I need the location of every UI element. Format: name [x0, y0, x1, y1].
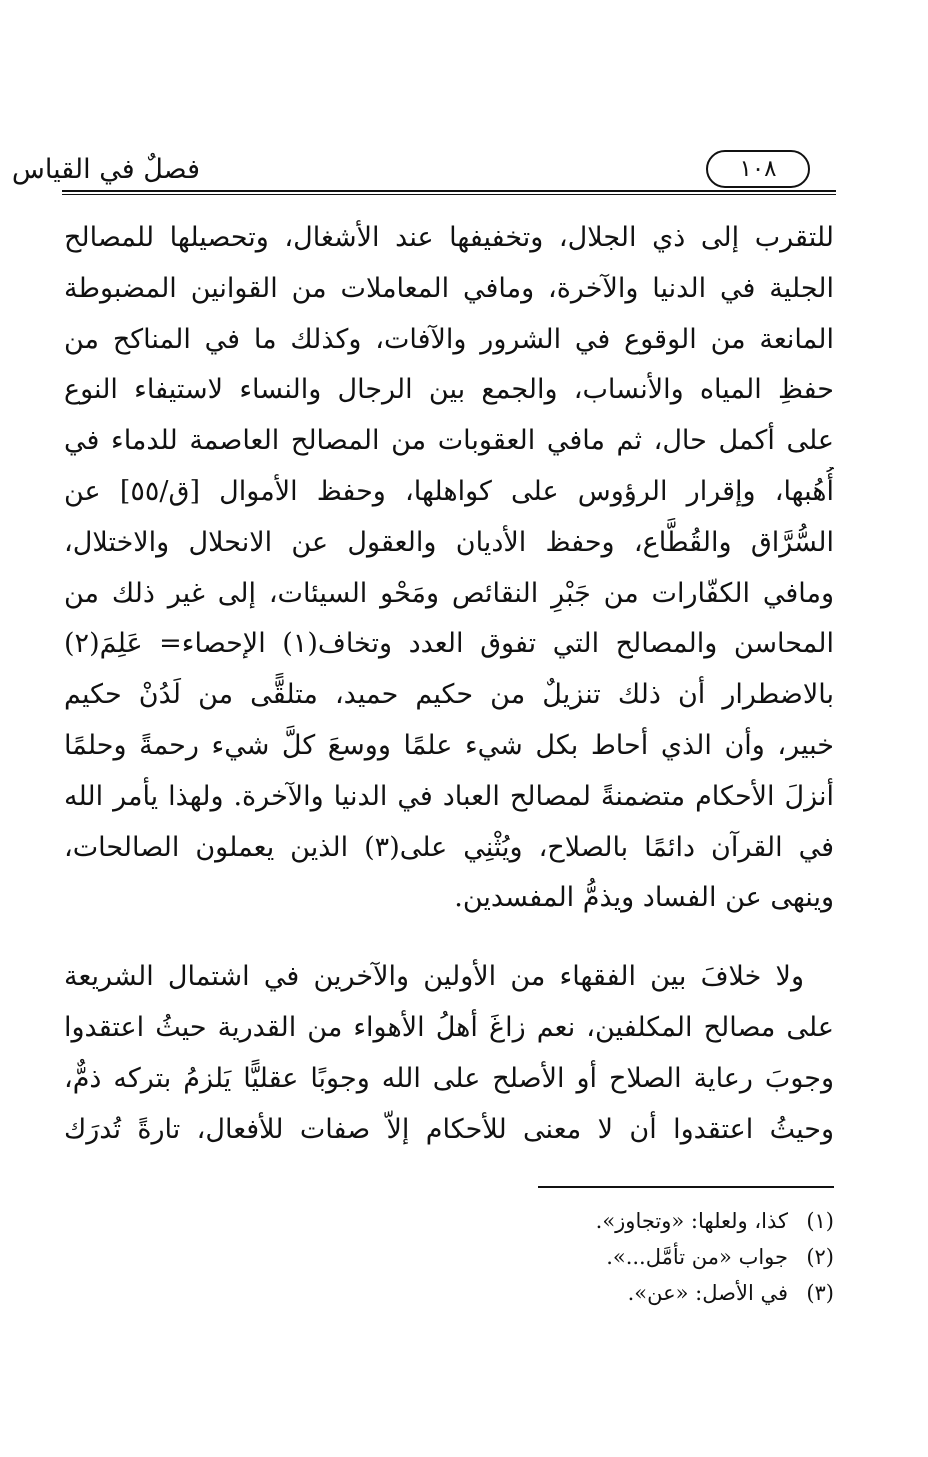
text-line: وحيثُ اعتقدوا أن لا معنى للأحكام إلاّ صفات للأفعال، تارةً تُدرَك	[64, 1113, 834, 1145]
text-line: بالاضطرار أن ذلك تنزيلٌ من حكيم حميد، متلقًّى من لَدُنْ حكيم	[64, 679, 834, 711]
paragraph-gap	[64, 924, 834, 952]
footnote	[474, 1203, 834, 1239]
text-line: وجوبَ رعاية الصلاح أو الأصلح على الله وجوبًا عقليًّا يَلزمُ بتركه ذمٌّ،	[64, 1062, 834, 1094]
footnote	[474, 1239, 834, 1275]
text-line: الجلية في الدنيا والآخرة، ومافي المعاملات من القوانين المضبوطة	[64, 272, 834, 304]
text-line: حفظِ المياه والأنساب، والجمع بين الرجال والنساء لاستيفاء النوع	[64, 374, 834, 406]
paragraph	[64, 213, 834, 924]
text-line: السُّرَّاق والقُطَّاع، وحفظ الأديان والعقول عن الانحلال والاختلال،	[64, 526, 834, 558]
text-line: خبير، وأن الذي أحاط بكل شيء علمًا ووسعَ كلَّ شيء رحمةً وحلمًا	[64, 729, 834, 761]
running-title: فصلٌ في القياس	[11, 154, 200, 185]
page-number: ١٠٨	[706, 150, 810, 188]
text-line: على أكمل حال، ثم مافي العقوبات من المصالح العاصمة للدماء في	[64, 425, 834, 457]
footnote-number: (٣)	[806, 1281, 834, 1305]
text-line: المحاسن والمصالح التي تفوق العدد وتخاف(١) الإحصاء= عَلِمَ(٢)	[64, 628, 834, 660]
text-line: أنزلَ الأحكام متضمنةً لمصالح العباد في الدنيا والآخرة. ولهذا يأمر الله	[64, 780, 834, 812]
text-line: على مصالح المكلفين، نعم زاغَ أهلُ الأهواء من القدرية حيثُ اعتقدوا	[64, 1011, 834, 1043]
footnote	[474, 1275, 834, 1311]
paragraph	[64, 952, 834, 1155]
footnote-number: (٢)	[806, 1245, 834, 1269]
text-line: أُهُبها، وإقرار الرؤوس على كواهلها، وحفظ الأموال [ق/٥٥] عن	[64, 475, 834, 507]
main-text	[64, 213, 834, 1155]
footnote-text: جواب «من تأمَّل...».	[606, 1245, 788, 1269]
footnotes	[474, 1203, 834, 1311]
footnote-number: (١)	[806, 1209, 834, 1233]
text-line: في القرآن دائمًا بالصلاح، ويُثْنِي على(٣) الذين يعملون الصالحات،	[64, 831, 834, 863]
text-line: ومافي الكفّارات من جَبْرِ النقائص ومَحْو السيئات، إلى غير ذلك من	[64, 577, 834, 609]
footnote-text: كذا، ولعلها: «وتجاوز».	[595, 1209, 788, 1233]
footnote-text: في الأصل: «عن».	[627, 1281, 788, 1305]
page-header	[11, 150, 836, 192]
header-rule	[62, 190, 836, 192]
text-line: ولا خلافَ بين الفقهاء من الأولين والآخرين في اشتمال الشريعة	[64, 961, 804, 993]
text-line: للتقرب إلى ذي الجلال، وتخفيفها عند الأشغال، وتحصيلها للمصالح	[64, 222, 834, 253]
text-line: المانعة من الوقوع في الشرور والآفات، وكذلك ما في المناكح من	[64, 323, 834, 355]
footnote-separator	[538, 1186, 834, 1188]
text-line: وينهى عن الفساد ويذمُّ المفسدين.	[454, 882, 834, 914]
